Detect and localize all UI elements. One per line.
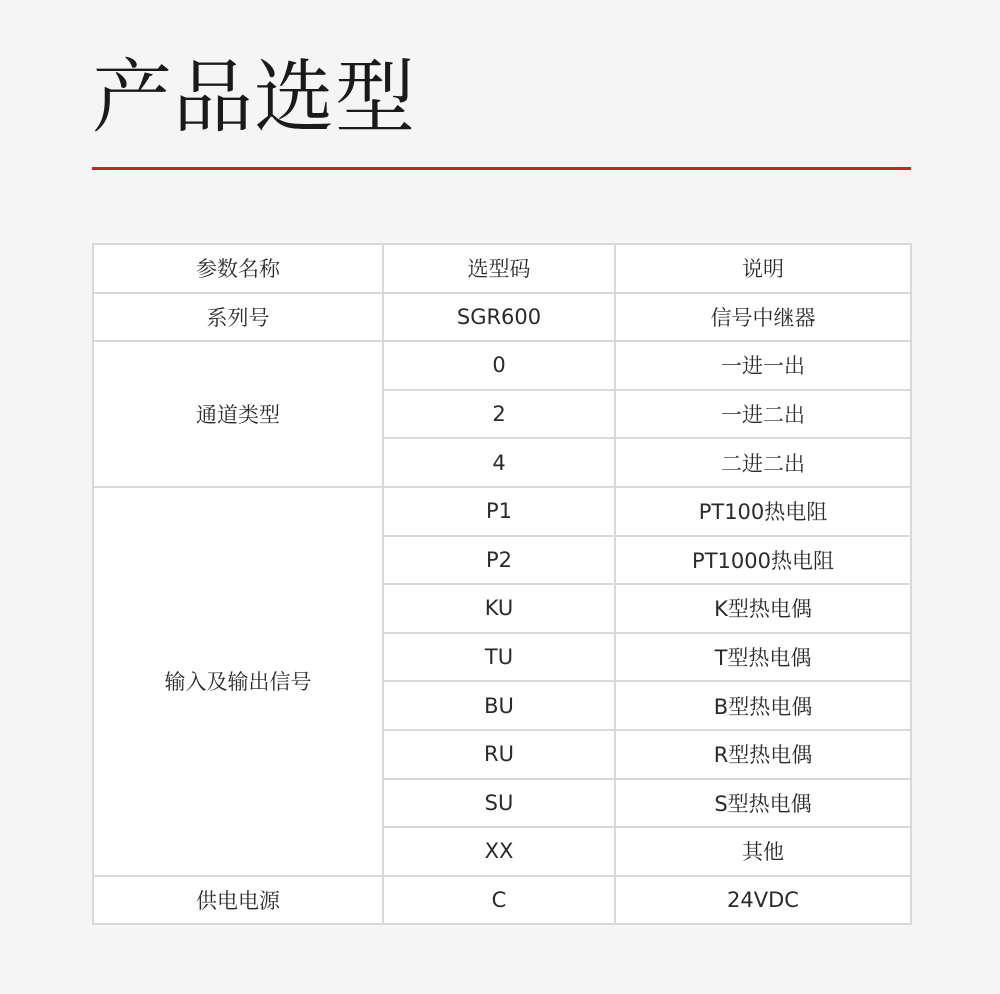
header-param: 参数名称 (93, 244, 383, 293)
param-power: 供电电源 (93, 876, 383, 925)
desc-cell: B型热电偶 (615, 681, 911, 730)
desc-cell: R型热电偶 (615, 730, 911, 779)
desc-cell: T型热电偶 (615, 633, 911, 682)
table-row (93, 293, 911, 342)
header-desc: 说明 (615, 244, 911, 293)
table-row (93, 341, 911, 390)
desc-cell: 24VDC (615, 876, 911, 925)
selection-table (92, 243, 912, 925)
desc-cell: 一进一出 (615, 341, 911, 390)
code-cell: KU (383, 584, 615, 633)
desc-cell: PT1000热电阻 (615, 536, 911, 585)
code-cell: BU (383, 681, 615, 730)
desc-cell: 信号中继器 (615, 293, 911, 342)
desc-cell: PT100热电阻 (615, 487, 911, 536)
code-cell: 0 (383, 341, 615, 390)
param-series: 系列号 (93, 293, 383, 342)
desc-cell: 一进二出 (615, 390, 911, 439)
desc-cell: K型热电偶 (615, 584, 911, 633)
page-title: 产品选型 (92, 51, 416, 144)
table-header-row (93, 244, 911, 293)
code-cell: 2 (383, 390, 615, 439)
code-cell: P1 (383, 487, 615, 536)
table-row (93, 876, 911, 925)
table-row (93, 487, 911, 536)
desc-cell: S型热电偶 (615, 779, 911, 828)
desc-cell: 其他 (615, 827, 911, 876)
title-divider (92, 167, 911, 170)
code-cell: SGR600 (383, 293, 615, 342)
param-channel: 通道类型 (93, 341, 383, 487)
code-cell: P2 (383, 536, 615, 585)
code-cell: SU (383, 779, 615, 828)
code-cell: RU (383, 730, 615, 779)
code-cell: 4 (383, 438, 615, 487)
desc-cell: 二进二出 (615, 438, 911, 487)
header-code: 选型码 (383, 244, 615, 293)
code-cell: C (383, 876, 615, 925)
code-cell: XX (383, 827, 615, 876)
code-cell: TU (383, 633, 615, 682)
param-io-signal: 输入及输出信号 (93, 487, 383, 876)
